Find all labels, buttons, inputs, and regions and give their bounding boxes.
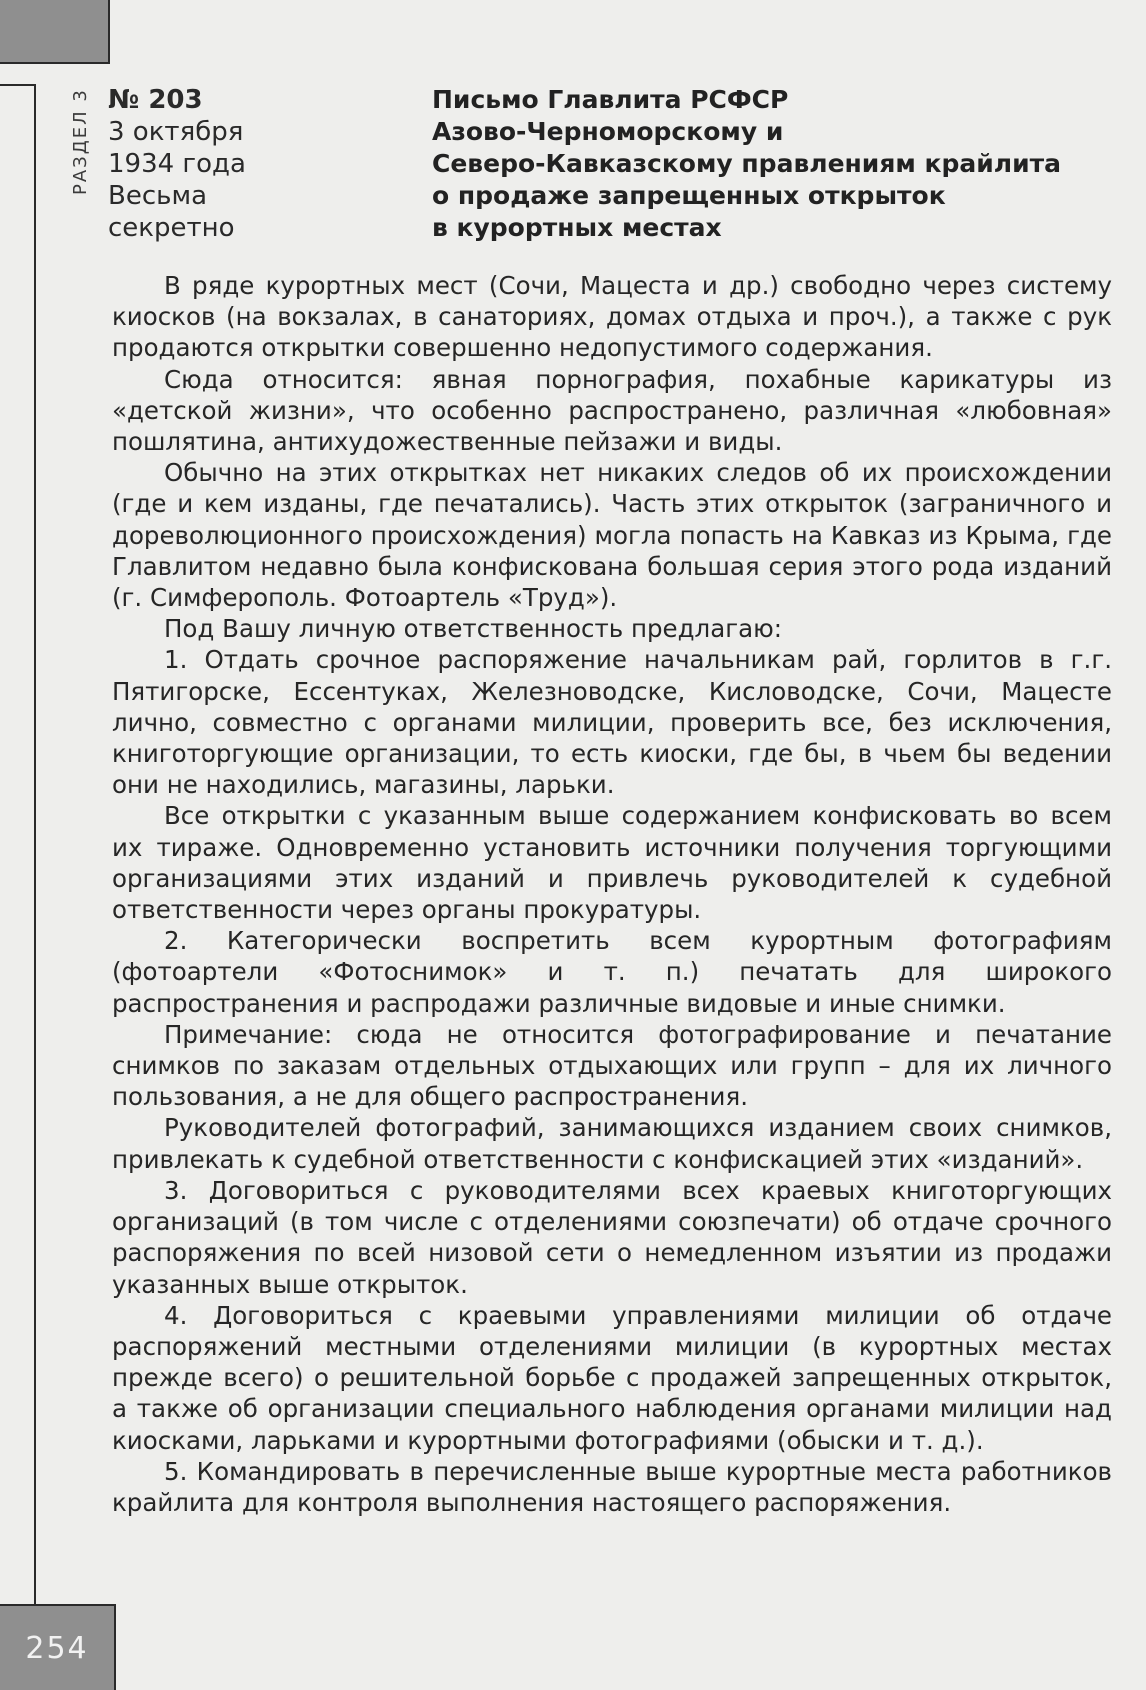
page-number-box — [0, 1604, 116, 1690]
document-date-line-1: 3 октября — [108, 117, 244, 147]
document-title — [432, 84, 1112, 244]
paragraph-note: Примечание: сюда не относится фотографирование и печатание снимков по заказам отдельных отдыхающих или групп – для их личного пользования, а не для общего распространения. — [112, 1019, 1112, 1112]
page-number: 254 — [25, 1630, 89, 1666]
paragraph-origin: Обычно на этих открытках нет никаких следов об их происхождении (где и кем изданы, где печатались). Часть этих открыток (заграничного и дореволюционного происхождения) могла попасть на Кавказ из Крыма, где Главлитом недавно была конфискована большая серия этого рода изданий (г. Симферополь. Фотоартель «Труд»). — [112, 458, 1112, 613]
classification-line-1: Весьма — [108, 181, 207, 211]
side-margin-frame — [0, 84, 36, 1636]
classification-line-2: секретно — [108, 213, 235, 243]
top-corner-tab — [0, 0, 110, 64]
paragraph-item-3: 3. Договориться с руководителями всех краевых книготоргующих организаций (в том числе с отделениями союзпечати) об отдаче срочного распоряжения по всей низовой сети о немедленном изъятии из продажи указанных выше открыток. — [112, 1175, 1112, 1299]
paragraph-item-2: 2. Категорически воспретить всем курортным фотографиям (фотоартели «Фотоснимок» и т. п.) печатать для широкого распространения и распродажи различные видовые и иные снимки. — [112, 926, 1112, 1018]
title-line: Письмо Главлита РСФСР — [432, 85, 789, 114]
paragraph-item-5: 5. Командировать в перечисленные выше курортные места работников крайлита для контроля выполнения настоящего распоряжения. — [112, 1456, 1112, 1517]
paragraph-proposal: Под Вашу личную ответственность предлагаю: — [164, 614, 782, 644]
paragraph-photo-heads: Руководителей фотографий, занимающихся изданием своих снимков, привлекать к судебной ответственности с конфискацией этих «изданий». — [112, 1113, 1112, 1174]
title-line: в курортных местах — [432, 213, 722, 242]
title-line: о продаже запрещенных открыток — [432, 181, 946, 210]
document-meta — [108, 84, 398, 244]
paragraph-confiscation: Все открытки с указанным выше содержанием конфисковать во всем их тираже. Одновременно установить источники получения торгующими организациями этих изданий и привлечь руководителей к судебной ответственности через органы прокуратуры. — [112, 801, 1112, 925]
paragraph-item-1: 1. Отдать срочное распоряжение начальникам рай, горлитов в г.г. Пятигорске, Ессентуках, Железноводске, Кисловодске, Сочи, Мацесте лично, совместно с органами милиции, проверить все, без исключения, книготоргующие организации, то есть киоски, где бы, в чьем бы ведении они не находились, магазины, ларьки. — [112, 645, 1112, 800]
document-date-line-2: 1934 года — [108, 149, 246, 179]
paragraph-content-types: Сюда относится: явная порнография, похабные карикатуры из «детской жизни», что особенно распространено, различная «любовная» пошлятина, антихудожественные пейзажи и виды. — [112, 364, 1112, 457]
document-body — [112, 270, 1112, 1518]
title-line: Азово-Черноморскому и — [432, 117, 784, 146]
section-label: РАЗДЕЛ 3 — [70, 88, 91, 195]
title-line: Северо-Кавказскому правлениям крайлита — [432, 149, 1061, 178]
document-number: № 203 — [108, 85, 203, 115]
paragraph-item-4: 4. Договориться с краевыми управлениями милиции об отдаче распоряжений местными отделениями милиции (в курортных местах прежде всего) о решительной борьбе с продажей запрещенных открыток, а также об организации специального наблюдения органами милиции над киосками, ларьками и курортными фотографиями (обыски и т. д.). — [112, 1300, 1112, 1455]
paragraph-intro: В ряде курортных мест (Сочи, Мацеста и др.) свободно через систему киосков (на вокзалах, в санаториях, домах отдыха и проч.), а также с рук продаются открытки совершенно недопустимого содержания. — [112, 271, 1112, 363]
